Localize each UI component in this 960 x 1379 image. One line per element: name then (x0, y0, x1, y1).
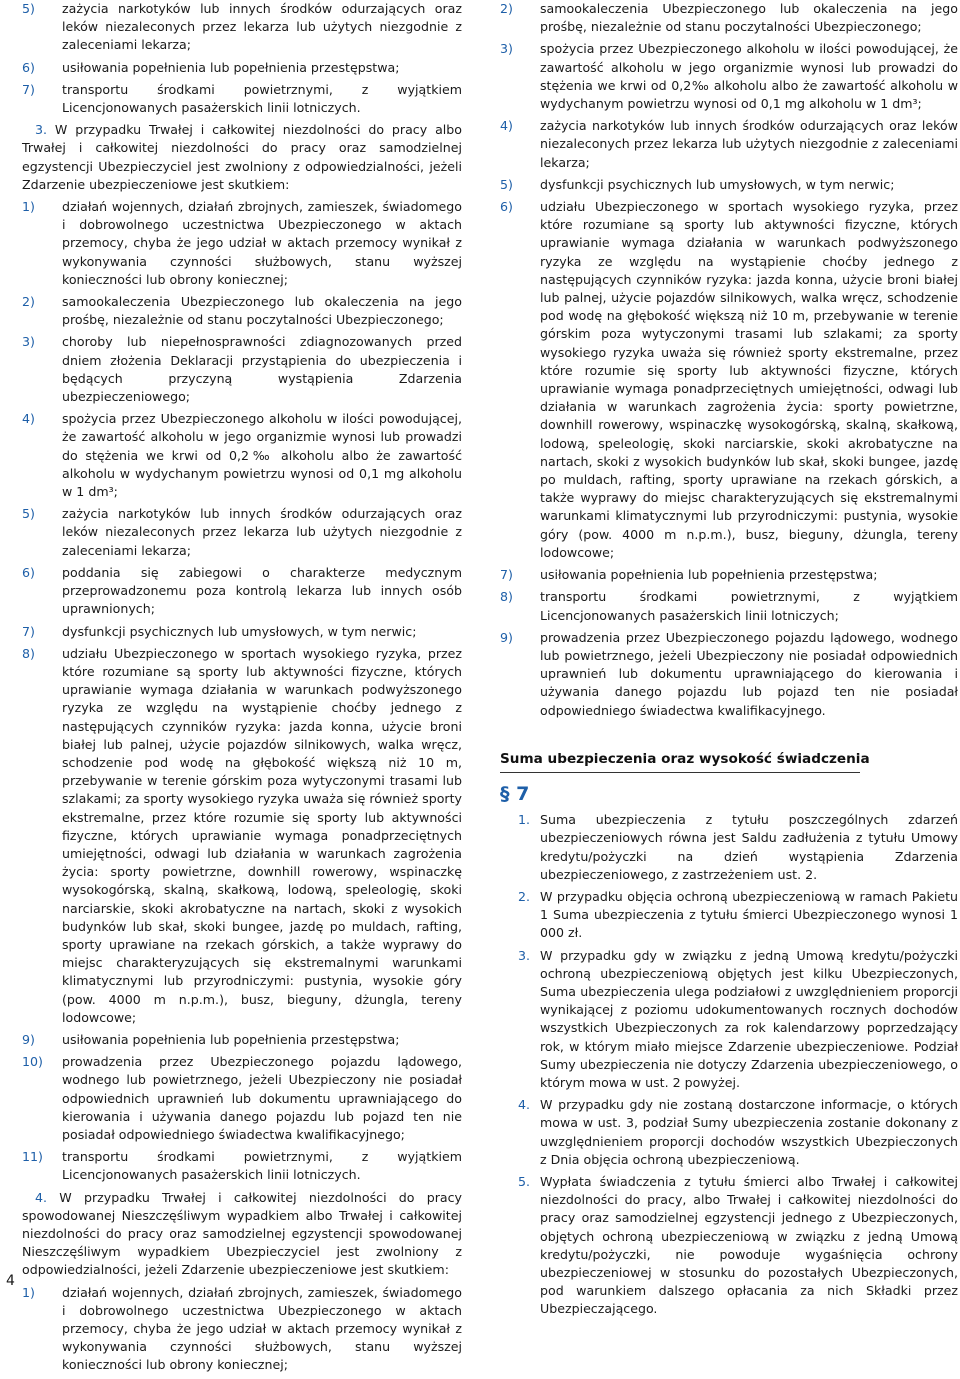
item-number: 4) (22, 411, 35, 427)
item-text: choroby lub niepełnosprawności zdiagnozowanych przed dniem złożenia Deklaracji przystąpienia do ubezpieczenia i będących przyczyną wystąpienia Zdarzenia ubezpieczeniowego; (62, 334, 462, 405)
list-item (22, 645, 462, 1027)
list-item (500, 888, 958, 943)
item-number: 11) (22, 1149, 43, 1165)
item-number: 5) (22, 1, 35, 16)
list-item (500, 40, 958, 113)
item-text: prowadzenia przez Ubezpieczonego pojazdu lądowego, wodnego lub powietrznego, jeżeli Ubezpieczony nie posiadał odpowiednich uprawnień lub dokumentu uprawniającego do kierowania i używania danego pojazdu lub pojazd ten nie posiadał odpowiedniego świadectwa kwalifikacyjnego; (62, 1054, 462, 1142)
list-item (22, 81, 462, 117)
list-item (500, 176, 958, 194)
paragraph-number: 3. (35, 122, 48, 138)
list-item (22, 410, 462, 501)
item-number: 6) (22, 59, 35, 75)
paragraph-3-list (22, 198, 462, 1185)
list-item (22, 293, 462, 329)
list-item (22, 198, 462, 289)
list-item (500, 629, 958, 720)
item-text: Wypłata świadczenia z tytułu śmierci albo Trwałej i całkowitej niezdolności do pracy, albo Trwałej i całkowitej niezdolności do pracy oraz samodzielnej egzystencji jednego z Ubezpieczonych, objętych ochroną ubezpieczeniową w związku z jedną Umową kredytu/pożyczki, nie powoduje wygaśnięcia ochrony ubezpieczeniowej w stosunku do pozostałych Ubezpieczonych, pod warunkiem dalszego opłacania za nich Składki przez Ubezpieczającego. (540, 1173, 958, 1317)
item-text: samookaleczenia Ubezpieczonego lub okaleczenia na jego prośbę, niezależnie od stanu poczytalności Ubezpieczonego; (62, 294, 462, 328)
right-list (500, 0, 958, 720)
item-text: W przypadku gdy nie zostaną dostarczone informacje, o których mowa w ust. 3, podział Sumy ubezpieczenia zostanie dokonany z uwzględnieniem proporcji dochodów wszystkich Ubezpieczonych z Dnia objęcia ochroną ubezpieczeniową. (540, 1097, 958, 1167)
paragraph-4-list (22, 1284, 462, 1375)
section-number: § 7 (500, 782, 530, 805)
item-number: 8) (500, 589, 513, 605)
item-text: zażycia narkotyków lub innych środków odurzających oraz leków niezaleconych przez lekarza lub użytych niezgodnie z zaleceniami lekarza; (62, 506, 462, 558)
item-text: spożycia przez Ubezpieczonego alkoholu w ilości powodującej, że zawartość alkoholu w jego organizmie wynosi lub prowadzi do stężenia we krwi od 0,2‰ alkoholu albo że zawartość alkoholu w wydychanym powietrzu wynosi od 0,1 mg alkoholu w 1 dm³; (62, 411, 462, 500)
item-text: W przypadku objęcia ochroną ubezpieczeniową w ramach Pakietu 1 Suma ubezpieczenia z tytułu śmierci Ubezpieczonego wynosi 1 000 zł. (540, 888, 958, 941)
item-number: 6) (22, 564, 35, 580)
item-number: 3) (500, 41, 513, 57)
item-number: 5) (22, 506, 35, 522)
right-column (500, 0, 958, 1323)
list-item (22, 1053, 462, 1144)
list-item (500, 947, 958, 1093)
page-number: 4 (6, 1273, 15, 1289)
item-number: 8) (22, 645, 35, 661)
item-text: spożycia przez Ubezpieczonego alkoholu w ilości powodującej, że zawartość alkoholu w jego organizmie wynosi lub prowadzi do stężenia we krwi od 0,2‰ alkoholu albo że zawartość alkoholu w wydychanym powietrzu wynosi od 0,1 mg alkoholu w 1 dm³; (540, 41, 958, 112)
item-number: 10) (22, 1054, 43, 1070)
item-number: 2) (500, 1, 513, 16)
item-number: 4) (500, 118, 513, 134)
list-item (22, 59, 462, 77)
item-text: zażycia narkotyków lub innych środków odurzających oraz leków niezaleconych przez lekarza lub użytych niezgodnie z zaleceniami lekarza; (540, 118, 958, 170)
paragraph-number: 4. (35, 1189, 48, 1205)
list-item (500, 117, 958, 172)
list-item (500, 588, 958, 624)
section-title: Suma ubezpieczenia oraz wysokość świadczenia (500, 750, 870, 767)
item-text: W przypadku gdy w związku z jedną Umową kredytu/pożyczki ochroną ubezpieczeniową objętych jest kilku Ubezpieczonych, Suma ubezpieczenia ulega podziałowi z uwzględnieniem proporcji wynikającej z poziomu udokumentowanych rocznych dochodów wszystkich Ubezpieczonych za rok kalendarzowy poprzedzający rok, w którym miało miejsce Zdarzenie ubezpieczeniowe. Podział Sumy ubezpieczenia nie dotyczy Zdarzenia ubezpieczeniowego, o którym mowa w ust. 2 powyżej. (540, 947, 958, 1090)
paragraph-text: W przypadku Trwałej i całkowitej niezdolności do pracy spowodowanej Nieszczęśliwym wypadkiem albo Trwałej i całkowitej niezdolności do pracy oraz samodzielnej egzystencji spowodowanej Nieszczęśliwym wypadkiem Ubezpieczyciel jest zwolniony z odpowiedzialności, jeżeli Zdarzenie ubezpieczeniowe jest skutkiem: (22, 1189, 462, 1278)
item-text: udziału Ubezpieczonego w sportach wysokiego ryzyka, przez które rozumiane są sporty lub aktywności fizyczne, których uprawianie wymaga działania w warunkach podwyższonego ryzyka ze względu na wystąpienie choćby jednego z następujących czynników ryzyka: jazda konna, użycie broni białej lub palnej, użycie pojazdów silnikowych, walka wręcz, schodzenie pod wodę na głębokość większą niż 10 m, przebywanie w terenie górskim poza wytyczonymi trasami lub szlakami; za sporty wysokiego ryzyka uważa się również sporty ekstremalne, przez które rozumie się sporty lub aktywności fizyczne, których uprawianie wymaga ponadprzeciętnych umiejętności, odwagi lub działania w warunkach zagrożenia życia: sporty powietrzne, downhill rowerowy, wspinaczkę wysokogórską, skalną, skałkową, lodową, speleologię, skoki narciarskie, skoki akrobatyczne na nartach, skoki z wysokich budynków lub skał, skoki bungee, jazdę po muldach, rafting, sporty uprawiane na rzekach górskich, a także wyprawy do miejsc charakteryzujących się ekstremalnymi warunkami klimatycznymi lub przyrodniczymi: pustynia, wysokie góry (pow. 4000 m n.p.m.), busz, bieguny, dżungla, tereny lodowcowe; (540, 199, 958, 560)
list-item (22, 505, 462, 560)
item-text: transportu środkami powietrznymi, z wyjątkiem Licencjonowanych pasażerskich linii lotniczych. (62, 81, 462, 116)
list-item (500, 1173, 958, 1319)
item-number: 3. (518, 947, 531, 963)
paragraph-3 (22, 121, 462, 194)
item-number: 7) (500, 567, 513, 583)
item-text: prowadzenia przez Ubezpieczonego pojazdu lądowego, wodnego lub powietrznego, jeżeli Ubezpieczony nie posiadał odpowiednich uprawnień lub dokumentu uprawniającego do kierowania i używania danego pojazdu lub pojazd ten nie posiadał odpowiedniego świadectwa kwalifikacyjnego. (540, 629, 958, 718)
list-item (22, 1284, 462, 1375)
section-divider (500, 772, 860, 773)
item-text: zażycia narkotyków lub innych środków odurzających oraz leków niezaleconych przez lekarza lub użytych niezgodnie z zaleceniami lekarza; (62, 1, 462, 53)
list-item (22, 564, 462, 619)
item-number: 1. (518, 812, 531, 828)
list-item (22, 623, 462, 641)
item-number: 7) (22, 81, 35, 97)
item-text: dysfunkcji psychicznych lub umysłowych, w tym nerwic; (540, 176, 895, 192)
list-item (22, 1148, 462, 1184)
item-text: transportu środkami powietrznymi, z wyjątkiem Licencjonowanych pasażerskich linii lotniczych. (62, 1149, 462, 1183)
item-number: 5. (518, 1173, 531, 1189)
item-number: 5) (500, 176, 513, 192)
item-number: 6) (500, 199, 513, 215)
item-text: usiłowania popełnienia lub popełnienia przestępstwa; (62, 59, 400, 75)
left-column (22, 0, 462, 1379)
list-item (500, 0, 958, 36)
item-number: 7) (22, 623, 35, 639)
item-text: udziału Ubezpieczonego w sportach wysokiego ryzyka, przez które rozumiane są sporty lub aktywności fizyczne, których uprawianie wymaga działania w warunkach podwyższonego ryzyka ze względu na wystąpienie choćby jednego z następujących czynników ryzyka: jazda konna, użycie broni białej lub palnej, użycie pojazdów silnikowych, walka wręcz, schodzenie pod wodę na głębokość większą niż 10 m, przebywanie w terenie górskim poza wytyczonymi trasami lub szlakami; za sporty wysokiego ryzyka uważa się również sporty ekstremalne, przez które rozumie się sporty lub aktywności fizyczne, których uprawianie wymaga ponadprzeciętnych umiejętności, odwagi lub działania w warunkach zagrożenia życia: sporty powietrzne, downhill rowerowy, wspinaczkę wysokogórską, skalną, skałkową, lodową, speleologię, skoki narciarskie, skoki akrobatyczne na nartach, skoki z wysokich budynków lub skał, skoki bungee, jazdę po muldach, rafting, sporty uprawiane na rzekach górskich, a także wyprawy do miejsc charakteryzujących się ekstremalnymi warunkami klimatycznymi lub przyrodniczymi: pustynia, wysokie góry (pow. 4000 m n.p.m.), busz, bieguny, dżungla, tereny lodowcowe; (62, 645, 462, 1025)
list-item (500, 1096, 958, 1169)
item-text: poddania się zabiegowi o charakterze medycznym przeprowadzonemu poza kontrolą lekarza lub innych osób uprawnionych; (62, 564, 462, 617)
item-text: działań wojennych, działań zbrojnych, zamieszek, świadomego i dobrowolnego uczestnictwa Ubezpieczonego w aktach przemocy, chyba że jego udział w aktach przemocy wynikał z wykonywania czynności służbowych, stanu wyższej konieczności lub obrony koniecznej; (62, 1284, 462, 1373)
list-item (22, 333, 462, 406)
list-item (500, 811, 958, 884)
item-number: 4. (518, 1097, 531, 1113)
left-intro-list (22, 0, 462, 117)
item-text: działań wojennych, działań zbrojnych, zamieszek, świadomego i dobrowolnego uczestnictwa Ubezpieczonego w aktach przemocy, chyba że jego udział w aktach przemocy wynikał z wykonywania czynności służbowych, stanu wyższej konieczności lub obrony koniecznej; (62, 199, 462, 287)
item-text: samookaleczenia Ubezpieczonego lub okaleczenia na jego prośbę, niezależnie od stanu poczytalności Ubezpieczonego; (540, 1, 958, 35)
paragraph-4 (22, 1189, 462, 1280)
list-item (22, 1031, 462, 1049)
paragraph-text: W przypadku Trwałej i całkowitej niezdolności do pracy albo Trwałej i całkowitej niezdolności do pracy oraz samodzielnej egzystencji Ubezpieczyciel jest zwolniony z odpowiedzialności, jeżeli Zdarzenie ubezpieczeniowe jest skutkiem: (22, 122, 462, 192)
item-number: 1) (22, 199, 35, 215)
item-text: usiłowania popełnienia lub popełnienia przestępstwa; (540, 567, 878, 583)
item-text: transportu środkami powietrznymi, z wyjątkiem Licencjonowanych pasażerskich linii lotniczych; (540, 589, 958, 623)
item-number: 2. (518, 888, 531, 904)
item-number: 2) (22, 294, 35, 310)
item-text: Suma ubezpieczenia z tytułu poszczególnych zdarzeń ubezpieczeniowych równa jest Saldu zadłużenia z tytułu Umowy kredytu/pożyczki na dzień wystąpienia Zdarzenia ubezpieczeniowego, z zastrzeżeniem ust. 2. (540, 812, 958, 882)
section-paragraphs (500, 811, 958, 1318)
item-number: 9) (500, 629, 513, 645)
list-item (500, 198, 958, 562)
item-number: 1) (22, 1284, 35, 1300)
item-number: 9) (22, 1031, 35, 1047)
item-text: usiłowania popełnienia lub popełnienia przestępstwa; (62, 1031, 400, 1047)
item-text: dysfunkcji psychicznych lub umysłowych, w tym nerwic; (62, 623, 417, 639)
list-item (500, 566, 958, 584)
item-number: 3) (22, 334, 35, 350)
list-item (22, 0, 462, 55)
